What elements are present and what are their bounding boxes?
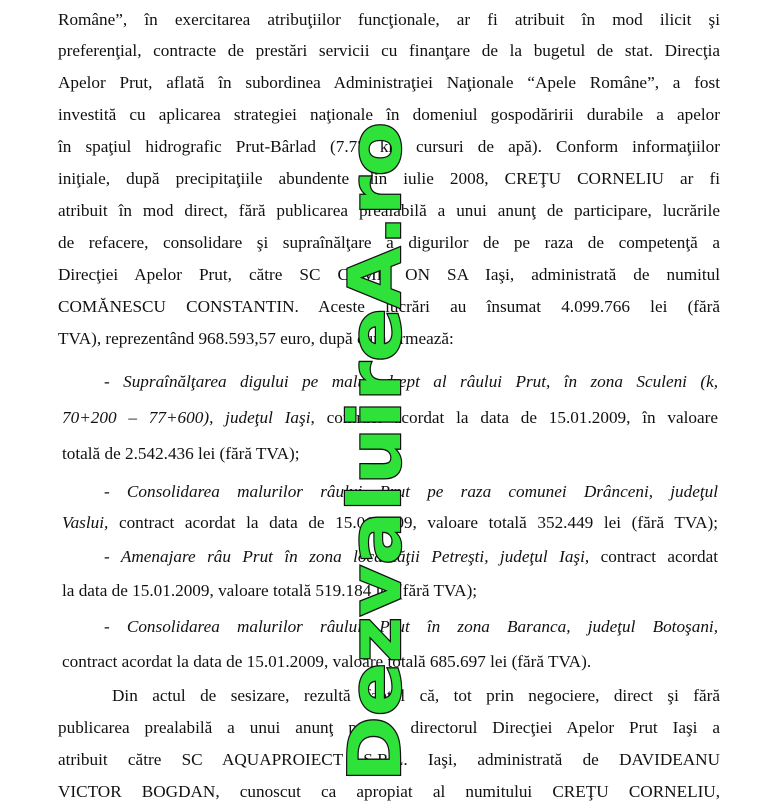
closing-line-1: Din actul de sesizare, rezultă faptul că, tot prin negociere, direct şi fără: [112, 686, 720, 705]
bullet-2-line-b: [62, 512, 718, 534]
text-line-8: de refacere, consolidare şi supraînălţare a digurilor de pe raza de competenţă a: [58, 233, 720, 252]
closing-line-4: VICTOR BOGDAN, cunoscut ca apropiat al numitului CREŢU CORNELIU,: [58, 782, 720, 801]
bullet-4-italic-a: - Consolidarea malurilor râului Prut în zona Baranca, judeţul Botoşani,: [104, 617, 718, 636]
bullet-3-line-b: la data de 15.01.2009, valoare totală 519.184 lei (fără TVA);: [62, 581, 478, 600]
text-line-7: atribuit în mod direct, fără publicarea prealabilă a unui anunţ de participare, lucrările: [58, 201, 720, 220]
bullet-2-italic-a: - Consolidarea malurilor râului Prut pe raza comunei Drânceni, judeţul: [104, 482, 718, 501]
bullet-1-line-b: [62, 407, 718, 429]
bullet-3-line-a: [104, 546, 718, 568]
text-line-10: COMĂNESCU CONSTANTIN. Aceste lucrări au însumat 4.099.766 lei (fără: [58, 297, 720, 316]
bullet-2-italic-b: Vaslui,: [62, 513, 109, 532]
text-line-1: Române”, în exercitarea atribuţiilor funcţionale, ar fi atribuit în mod ilicit şi: [58, 10, 720, 29]
bullet-1-italic-a: - Supraînălţarea digului pe malul drept al râului Prut, în zona Sculeni (k,: [104, 372, 718, 391]
bullet-1-line-a: [104, 371, 718, 393]
bullet-1-line-c: totală de 2.542.436 lei (fără TVA);: [62, 444, 300, 463]
text-line-3: Apelor Prut, aflată în subordinea Administraţiei Naţionale “Apele Române”, a fost: [58, 73, 720, 92]
bullet-2-rest-b: contract acordat la data de 15.01.2009, valoare totală 352.449 lei (fără TVA);: [108, 513, 718, 532]
text-line-11: TVA), reprezentând 968.593,57 euro, după cum urmează:: [58, 329, 454, 348]
closing-line-2: publicarea prealabilă a unui anunţ public, directorul Direcţiei Apelor Prut Iaşi a: [58, 718, 720, 737]
watermark-text: DezvaluireA.ro: [333, 181, 417, 782]
bullet-2-line-a: [104, 481, 718, 503]
text-line-9: Direcţiei Apelor Prut, către SC COMB ON SA Iaşi, administrată de numitul: [58, 265, 720, 284]
bullet-1-rest-b: , contract acordat la data de 15.01.2009, în valoare: [310, 408, 718, 427]
bullet-4-line-a: [104, 616, 718, 638]
text-line-4: investită cu aplicarea strategiei naţionale în domeniul gospodăririi durabile a apelor: [58, 105, 720, 124]
text-line-2: preferenţial, contracte de prestări servicii cu finanţare de la bugetul de stat. Direcţia: [58, 41, 720, 60]
text-line-6: iniţiale, după precipitaţiile abundente din iulie 2008, CREŢU CORNELIU ar fi: [58, 169, 720, 188]
bullet-4-line-b: contract acordat la data de 15.01.2009, valoare totală 685.697 lei (fără TVA).: [62, 652, 592, 671]
bullet-3-rest-a: contract acordat: [589, 547, 719, 566]
text-line-5: în spaţiul hidrografic Prut-Bârlad (7.77 km cursuri de apă). Conform informaţiilor: [58, 137, 720, 156]
bullet-3-italic-a: - Amenajare râu Prut în zona localităţii Petreşti, judeţul Iaşi,: [104, 547, 590, 566]
closing-line-3: atribuit către SC AQUAPROIECT S.R.L. Iaşi, administrată de DAVIDEANU: [58, 750, 720, 769]
bullet-1-italic-b: 70+200 – 77+600), judeţul Iaşi: [62, 408, 311, 427]
